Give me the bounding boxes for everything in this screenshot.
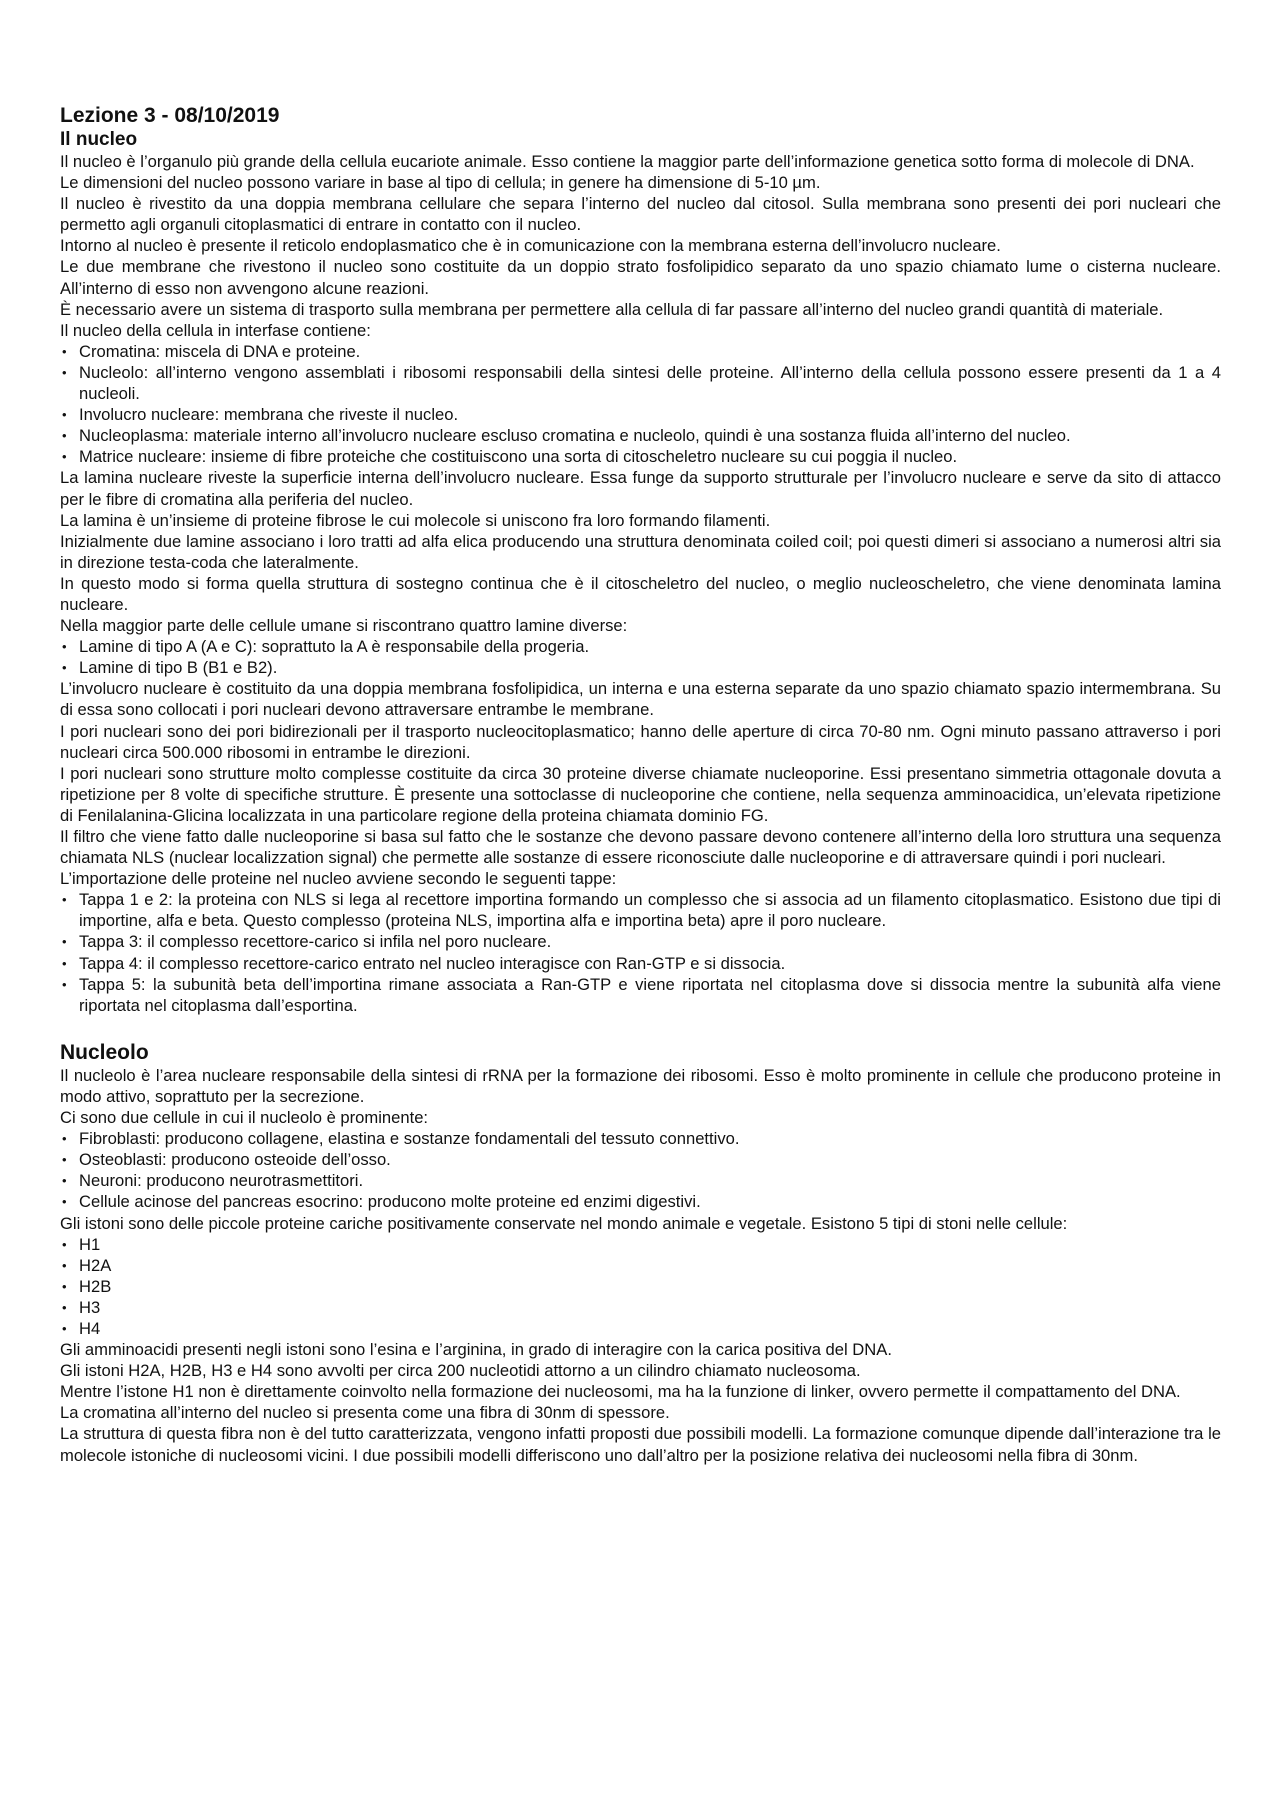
paragraph: Il nucleolo è l’area nucleare responsabile della sintesi di rRNA per la formazione dei ribosomi. Esso è molto prominente in cellule che producono proteine in modo attivo, soprattuto per la secrezione.	[60, 1065, 1221, 1106]
document-body	[60, 103, 1221, 1466]
list-item: • Nucleoplasma: materiale interno all’involucro nucleare escluso cromatina e nucleolo, quindi è una sostanza fluida all’interno del nucleo.	[60, 425, 1221, 446]
paragraph: È necessario avere un sistema di trasporto sulla membrana per permettere alla cellula di far passare all’interno del nucleo grandi quantità di materiale.	[60, 299, 1164, 319]
list-item: • Nucleolo: all’interno vengono assemblati i ribosomi responsabili della sintesi delle proteine. All’interno della cellula possono essere presenti da 1 a 4 nucleoli.	[60, 362, 1221, 404]
page-title: Lezione 3 - 08/10/2019	[60, 104, 280, 127]
paragraph: In questo modo si forma quella struttura di sostegno continua che è il citoscheletro del nucleo, o meglio nucleoscheletro, che viene denominata lamina nucleare.	[60, 573, 1221, 614]
list-item: • H4	[60, 1318, 1221, 1339]
list-item: • Tappa 5: la subunità beta dell’importina rimane associata a Ran-GTP e viene riportata nel citoplasma dove si dissocia mentre la subunità alfa viene riportata nel citoplasma dall’esportina.	[60, 974, 1221, 1016]
paragraph: La lamina è un’insieme di proteine fibrose le cui molecole si uniscono fra loro formando filamenti.	[60, 510, 771, 530]
list-item: • Lamine di tipo A (A e C): soprattuto la A è responsabile della progeria.	[60, 636, 1221, 657]
list-item: • H1	[60, 1234, 1221, 1255]
paragraph: Gli amminoacidi presenti negli istoni sono l’esina e l’arginina, in grado di interagire con la carica positiva del DNA.	[60, 1340, 892, 1360]
bullet-list-nucleo-components	[60, 341, 1221, 468]
list-item: • H2B	[60, 1276, 1221, 1297]
paragraph: Intorno al nucleo è presente il reticolo endoplasmatico che è in comunicazione con la membrana esterna dell’involucro nucleare.	[60, 236, 1001, 256]
paragraph: I pori nucleari sono dei pori bidirezionali per il trasporto nucleocitoplasmatico; hanno delle aperture di circa 70-80 nm. Ogni minuto passano attraverso i pori nucleari circa 500.000 ribosomi in entrambe le direzioni.	[60, 721, 1221, 762]
paragraph: Il nucleo è l’organulo più grande della cellula eucariote animale. Esso contiene la maggior parte dell’informazione genetica sotto forma di molecole di DNA.	[60, 152, 1195, 171]
paragraph: Gli istoni sono delle piccole proteine cariche positivamente conservate nel mondo animale e vegetale. Esistono 5 tipi di stoni nelle cellule:	[60, 1213, 1068, 1233]
paragraph: Ci sono due cellule in cui il nucleolo è prominente:	[60, 1108, 429, 1128]
paragraph: Gli istoni H2A, H2B, H3 e H4 sono avvolti per circa 200 nucleotidi attorno a un cilindro chiamato nucleosoma.	[60, 1361, 861, 1381]
paragraph: Mentre l’istone H1 non è direttamente coinvolto nella formazione dei nucleosomi, ma ha la funzione di linker, ovvero permette il compattamento del DNA.	[60, 1382, 1181, 1402]
paragraph: La lamina nucleare riveste la superficie interna dell’involucro nucleare. Essa funge da supporto strutturale per l’involucro nucleare e serve da sito di attacco per le fibre di cromatina alla periferia del nucleo.	[60, 468, 1221, 509]
bullet-list-lamine	[60, 636, 1221, 678]
list-item: • Cellule acinose del pancreas esocrino: producono molte proteine ed enzimi digestivi.	[60, 1191, 1221, 1212]
paragraph: L’involucro nucleare è costituito da una doppia membrana fosfolipidica, un interna e una esterna separate da uno spazio chiamato spazio intermembrana. Su di essa sono collocati i pori nucleari devono attraversare entrambe le membrane.	[60, 679, 1221, 720]
paragraph: Il filtro che viene fatto dalle nucleoporine si basa sul fatto che le sostanze che devono passare devono contenere all’interno della loro struttura una sequenza chiamata NLS (nuclear localizzation signal) che permette alle sostanze di essere riconosciute dalle nucleoporine e di attraversare quindi i pori nucleari.	[60, 827, 1221, 868]
paragraph: L’importazione delle proteine nel nucleo avviene secondo le seguenti tappe:	[60, 869, 617, 889]
list-item: • Tappa 1 e 2: la proteina con NLS si lega al recettore importina formando un complesso che si associa ad un filamento citoplasmatico. Esistono due tipi di importine, alfa e beta. Questo complesso (proteina NLS, importina alfa e importina beta) apre il poro nucleare.	[60, 889, 1221, 931]
paragraph: Le dimensioni del nucleo possono variare in base al tipo di cellula; in genere ha dimensione di 5-10 µm.	[60, 173, 821, 193]
paragraph: Il nucleo della cellula in interfase contiene:	[60, 320, 371, 340]
list-item: • H3	[60, 1297, 1221, 1318]
list-item: • Matrice nucleare: insieme di fibre proteiche che costituiscono una sorta di citoscheletro nucleare su cui poggia il nucleo.	[60, 446, 1221, 467]
paragraph: Inizialmente due lamine associano i loro tratti ad alfa elica producendo una struttura denominata coiled coil; poi questi dimeri si associano a numerosi altri sia in direzione testa-coda che lateralmente.	[60, 531, 1221, 572]
list-item: • H2A	[60, 1255, 1221, 1276]
list-item: • Lamine di tipo B (B1 e B2).	[60, 657, 1221, 678]
list-item: • Osteoblasti: producono osteoide dell’osso.	[60, 1149, 1221, 1170]
list-item: • Neuroni: producono neurotrasmettitori.	[60, 1170, 1221, 1191]
paragraph: Il nucleo è rivestito da una doppia membrana cellulare che separa l’interno del nucleo dal citosol. Sulla membrana sono presenti dei pori nucleari che permetto agli organuli citoplasmatici di entrare in contatto con il nucleo.	[60, 194, 1221, 235]
section-heading-nucleo: Il nucleo	[60, 129, 138, 150]
bullet-list-tappe	[60, 889, 1221, 1016]
paragraph: Le due membrane che rivestono il nucleo sono costituite da un doppio strato fosfolipidico separato da uno spazio chiamato lume o cisterna nucleare. All’interno di esso non avvengono alcune reazioni.	[60, 257, 1221, 298]
bullet-list-cellule	[60, 1128, 1221, 1212]
paragraph: La cromatina all’interno del nucleo si presenta come una fibra di 30nm di spessore.	[60, 1403, 670, 1423]
list-item: • Tappa 4: il complesso recettore-carico entrato nel nucleo interagisce con Ran-GTP e si dissocia.	[60, 953, 1221, 974]
list-item: • Cromatina: miscela di DNA e proteine.	[60, 341, 1221, 362]
paragraph: La struttura di questa fibra non è del tutto caratterizzata, vengono infatti proposti due possibili modelli. La formazione comunque dipende dall’interazione tra le molecole istoniche di nucleosomi vicini. I due possibili modelli differiscono uno dall’altro per la posizione relativa dei nucleosomi nella fibra di 30nm.	[60, 1424, 1221, 1465]
list-item: • Fibroblasti: producono collagene, elastina e sostanze fondamentali del tessuto connettivo.	[60, 1128, 1221, 1149]
paragraph: Nella maggior parte delle cellule umane si riscontrano quattro lamine diverse:	[60, 616, 628, 636]
list-item: • Tappa 3: il complesso recettore-carico si infila nel poro nucleare.	[60, 931, 1221, 952]
list-item: • Involucro nucleare: membrana che riveste il nucleo.	[60, 404, 1221, 425]
bullet-list-istoni	[60, 1234, 1221, 1339]
section-heading-nucleolo: Nucleolo	[60, 1040, 149, 1064]
paragraph: I pori nucleari sono strutture molto complesse costituite da circa 30 proteine diverse chiamate nucleoporine. Essi presentano simmetria ottagonale dovuta a ripetizione per 8 volte di specifiche strutture. È presente una sottoclasse di nucleoporine che contiene, nella sequenza amminoacidica, un’elevata ripetizione di Fenilalanina-Glicina localizzata in una particolare regione della proteina chiamata dominio FG.	[60, 763, 1221, 825]
